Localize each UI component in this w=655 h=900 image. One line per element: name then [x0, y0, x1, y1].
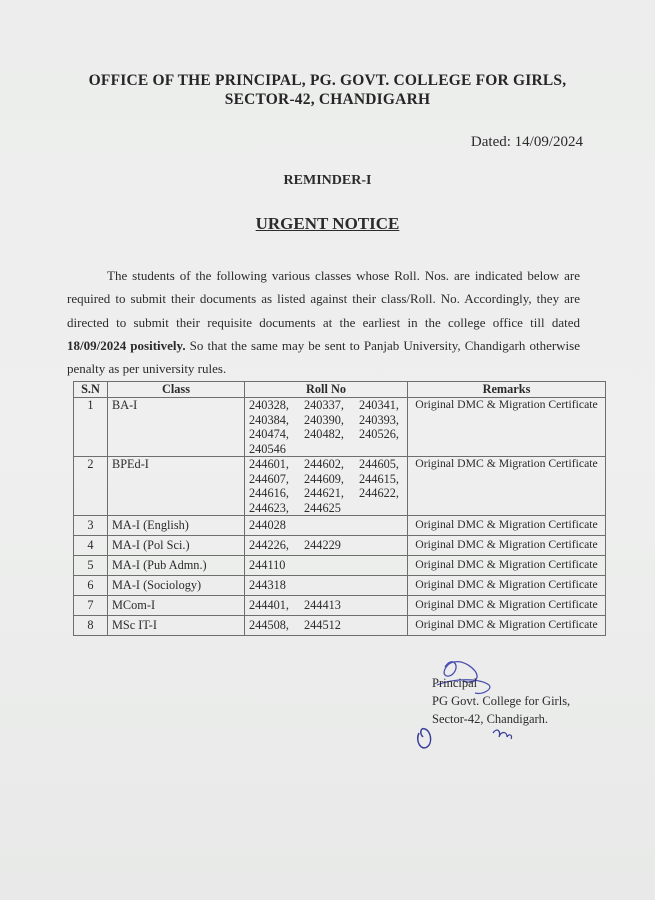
table-row — [74, 616, 606, 636]
row-sn: 5 — [74, 556, 108, 576]
header-remarks: Remarks — [408, 382, 606, 398]
row-remarks: Original DMC & Migration Certificate — [408, 516, 606, 536]
roll-number: 244607, — [249, 471, 289, 486]
table-row — [74, 556, 606, 576]
notice-date: Dated: 14/09/2024 — [470, 134, 583, 150]
roll-number: 244028 — [249, 518, 286, 532]
roll-number: 244508, — [249, 618, 289, 632]
table-row — [74, 536, 606, 556]
roll-number: 244602, — [304, 457, 344, 471]
row-remarks: Original DMC & Migration Certificate — [408, 457, 606, 516]
row-class: MA-I (English) — [108, 516, 245, 536]
roll-number: 240390, — [304, 412, 344, 427]
roll-number: 244110 — [249, 558, 286, 572]
row-class: MCom-I — [108, 596, 245, 616]
roll-number: 240328, — [249, 398, 289, 412]
roll-number: 240526, — [359, 427, 399, 441]
row-class: BA-I — [108, 398, 245, 457]
roll-number: 240384, — [249, 412, 289, 427]
notice-title: URGENT NOTICE — [255, 214, 400, 233]
row-roll-numbers — [245, 457, 408, 516]
table-header-row — [74, 382, 606, 398]
roll-number: 244625 — [304, 500, 341, 515]
notice-body-text: The students of the following various classes whose Roll. Nos. are indicated below are required to submit their documents as listed against their class/Roll. No. Accordingly, they are directed to submit their requisite documents at the earliest in the college office till dated — [67, 268, 580, 330]
deadline-text: 18/09/2024 positively. — [67, 337, 186, 353]
roll-number: 244616, — [249, 486, 289, 500]
table-body — [74, 398, 606, 636]
row-class: MA-I (Pub Admn.) — [108, 556, 245, 576]
row-roll-numbers — [245, 556, 408, 576]
row-sn: 6 — [74, 576, 108, 596]
roll-number: 244401, — [249, 598, 289, 612]
table-row — [74, 398, 606, 457]
row-class: BPEd-I — [108, 457, 245, 516]
header-class: Class — [108, 382, 245, 398]
office-heading-line2: SECTOR-42, CHANDIGARH — [224, 91, 431, 108]
roll-number: 244601, — [249, 457, 289, 471]
row-sn: 4 — [74, 536, 108, 556]
table-row — [74, 516, 606, 536]
roll-number: 244609, — [304, 471, 344, 486]
table-row — [74, 576, 606, 596]
roll-number: 240474, — [249, 427, 289, 441]
header-sn: S.N — [74, 382, 108, 398]
row-roll-numbers — [245, 596, 408, 616]
notice-body-text-end: So that the same may be sent to Panjab University, Chandigarh otherwise penalty as per university rules. — [67, 337, 580, 377]
roll-number: 244413 — [304, 598, 341, 612]
roll-number: 244318 — [249, 578, 286, 592]
row-roll-numbers — [245, 516, 408, 536]
roll-number-table — [73, 381, 606, 636]
roll-number: 244512 — [304, 618, 341, 632]
row-sn: 1 — [74, 398, 108, 457]
roll-number: 244622, — [359, 486, 399, 500]
signatory-title: Principal — [432, 676, 478, 690]
row-sn: 8 — [74, 616, 108, 636]
roll-number: 244229 — [304, 538, 341, 552]
row-remarks: Original DMC & Migration Certificate — [408, 556, 606, 576]
notice-body — [67, 264, 580, 380]
row-class: MA-I (Pol Sci.) — [108, 536, 245, 556]
signature-block — [432, 674, 570, 728]
reminder-label: REMINDER-I — [283, 173, 372, 188]
roll-number: 240546 — [249, 441, 286, 456]
row-sn: 2 — [74, 457, 108, 516]
row-sn: 7 — [74, 596, 108, 616]
roll-number: 244623, — [249, 500, 289, 515]
row-remarks: Original DMC & Migration Certificate — [408, 616, 606, 636]
row-class: MSc IT-I — [108, 616, 245, 636]
roll-number: 244605, — [359, 457, 399, 471]
row-roll-numbers — [245, 616, 408, 636]
roll-number: 240337, — [304, 398, 344, 412]
table-row — [74, 596, 606, 616]
row-remarks: Original DMC & Migration Certificate — [408, 576, 606, 596]
roll-number: 244621, — [304, 486, 344, 500]
roll-number: 240393, — [359, 412, 399, 427]
college-address: Sector-42, Chandigarh. — [432, 712, 549, 726]
college-name: PG Govt. College for Girls, — [432, 694, 571, 708]
row-sn: 3 — [74, 516, 108, 536]
office-heading-line1: OFFICE OF THE PRINCIPAL, PG. GOVT. COLLEGE FOR GIRLS, — [88, 72, 567, 89]
row-class: MA-I (Sociology) — [108, 576, 245, 596]
row-roll-numbers — [245, 398, 408, 457]
row-remarks: Original DMC & Migration Certificate — [408, 596, 606, 616]
roll-number: 240482, — [304, 427, 344, 441]
row-roll-numbers — [245, 536, 408, 556]
roll-number: 244226, — [249, 538, 289, 552]
table-row — [74, 457, 606, 516]
header-roll-no: Roll No — [245, 382, 408, 398]
row-remarks: Original DMC & Migration Certificate — [408, 536, 606, 556]
row-roll-numbers — [245, 576, 408, 596]
row-remarks: Original DMC & Migration Certificate — [408, 398, 606, 457]
roll-number: 244615, — [359, 471, 399, 486]
roll-number: 240341, — [359, 398, 399, 412]
